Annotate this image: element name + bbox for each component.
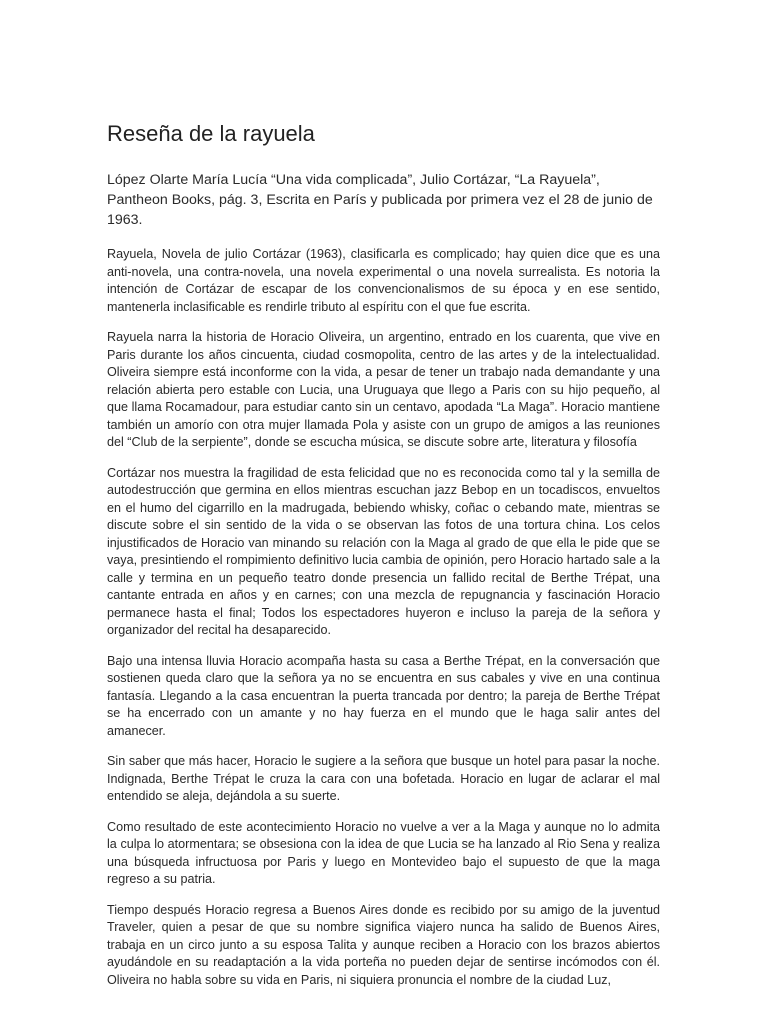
paragraph-1: Rayuela, Novela de julio Cortázar (1963), clasificarla es complicado; hay quien dice que es una anti-novela, una contra-novela, una novela experimental o una novela surrealista. Es notoria la intención de Cortázar de escapar de los convencionalismos de su época y en ese sentido, mantenerla inclasificable es rendirle tributo al espíritu con el que fue escrita.	[107, 247, 660, 314]
citation-line: López Olarte María Lucía “Una vida complicada”, Julio Cortázar, “La Rayuela”, Pantheon Books, pág. 3, Escrita en París y publicada por primera vez el 28 de junio de 1963.	[107, 172, 653, 228]
paragraph-3: Cortázar nos muestra la fragilidad de esta felicidad que no es reconocida como tal y la semilla de autodestrucción que germina en ellos mientras escuchan jazz Bebop en un tocadiscos, envueltos en el humo del cigarrillo en la madrugada, bebiendo whisky, coñac o cebando mate, mientras se discute sobre el sin sentido de la vida o se observan las fotos de una tortura china. Los celos injustificados de Horacio van minando su relación con la Maga al grado de que ella le pide que se vaya, presintiendo el rompimiento definitivo lucia cambia de opinión, pero Horacio hartado sale a la calle y termina en un pequeño teatro donde presencia un fallido recital de Berthe Trépat, una cantante entrada en años y en carnes; con una mezcla de repugnancia y fascinación Horacio permanece hasta el final; Todos los espectadores huyeron e incluso la pareja de la señora y organizador del recital ha desaparecido.	[107, 465, 660, 637]
paragraph-5: Sin saber que más hacer, Horacio le sugiere a la señora que busque un hotel para pasar la noche. Indignada, Berthe Trépat le cruza la cara con una bofetada. Horacio en lugar de aclarar el mal entendido se aleja, dejándola a su suerte.	[107, 754, 660, 803]
document-body	[107, 118, 660, 1002]
document-title: Reseña de la rayuela	[107, 121, 315, 146]
paragraph-6: Como resultado de este acontecimiento Horacio no vuelve a ver a la Maga y aunque no lo admita la culpa lo atormentara; se obsesiona con la idea de que Lucia se ha lanzado al Rio Sena y realiza una búsqueda infructuosa por Paris y luego en Montevideo bajo el supuesto de que la maga regreso a su patria.	[107, 819, 660, 886]
paragraph-2: Rayuela narra la historia de Horacio Oliveira, un argentino, entrado en los cuarenta, que vive en Paris durante los años cincuenta, ciudad cosmopolita, centro de las artes y de la intelectualidad. Oliveira siempre está inconforme con la vida, a pesar de tener un trabajo nada demandante y una relación abierta pero estable con Lucia, una Uruguaya que llego a Paris con su hijo pequeño, al que llama Rocamadour, para estudiar canto sin un centavo, apodada “La Maga”. Horacio mantiene también un amorío con otra mujer llamada Pola y asiste con un grupo de amigos a las reuniones del “Club de la serpiente”, donde se escucha música, se discute sobre arte, literatura y filosofía	[107, 330, 660, 449]
paragraph-4: Bajo una intensa lluvia Horacio acompaña hasta su casa a Berthe Trépat, en la conversación que sostienen queda claro que la señora ya no se encuentra en sus cabales y vive en una continua fantasía. Llegando a la casa encuentran la puerta trancada por dentro; la pareja de Berthe Trépat se ha encerrado con un amante y no hay fuerza en el mundo que le haga salir antes del amanecer.	[107, 653, 660, 738]
paragraph-7: Tiempo después Horacio regresa a Buenos Aires donde es recibido por su amigo de la juventud Traveler, quien a pesar de que su nombre significa viajero nunca ha salido de Buenos Aires, trabaja en un circo junto a su esposa Talita y aunque reciben a Horacio con los brazos abiertos ayudándole en su readaptación a la vida porteña no pueden dejar de sentirse incómodos con él. Oliveira no habla sobre su vida en Paris, ni siquiera pronuncia el nombre de la ciudad Luz,	[107, 902, 660, 987]
